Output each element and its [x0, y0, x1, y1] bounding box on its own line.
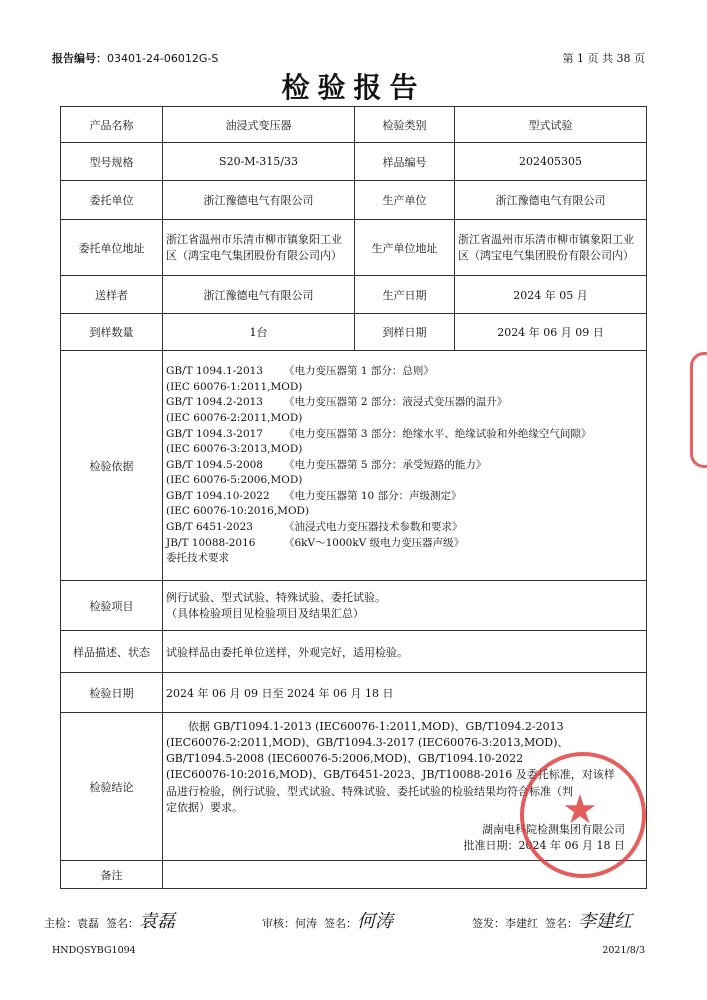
- items: 例行试验、型式试验、特殊试验、委托试验。 （具体检验项目见检验项目及结果汇总）: [163, 581, 647, 631]
- list-item: GB/T 1094.10-2022 《电力变压器第 10 部分：声级测定》: [166, 489, 462, 502]
- list-item: JB/T 10088-2016 《6kV～1000kV 级电力变压器声级》: [166, 536, 465, 549]
- conclusion-label: 检验结论: [61, 713, 163, 861]
- desc: 试验样品由委托单位送样，外观完好，适用检验。: [163, 631, 647, 673]
- product-name-label: 产品名称: [61, 107, 163, 143]
- page-info: 第 1 页 共 38 页: [562, 52, 645, 65]
- approver: 签发：李建红 签名：李建红: [472, 911, 632, 932]
- sender-label: 送样者: [61, 276, 163, 314]
- table-row: [61, 181, 647, 220]
- list-item: (IEC 60076-5:2006,MOD): [166, 474, 303, 487]
- date-label: 检验日期: [61, 673, 163, 713]
- report-number: 报告编号：03401-24-06012G-S: [52, 52, 219, 65]
- qty: 1台: [163, 314, 355, 351]
- inspection-type-label: 检验类别: [355, 107, 455, 143]
- table-row: [61, 351, 647, 581]
- sample-no: 202405305: [455, 143, 647, 181]
- remark-label: 备注: [61, 861, 163, 889]
- prod-date-label: 生产日期: [355, 276, 455, 314]
- client-label: 委托单位: [61, 181, 163, 220]
- sample-no-label: 样品编号: [355, 143, 455, 181]
- list-item: (IEC 60076-1:2011,MOD): [166, 380, 303, 393]
- prod-date: 2024 年 05 月: [455, 276, 647, 314]
- list-item: GB/T 1094.1-2013 《电力变压器第 1 部分：总则》: [166, 365, 434, 378]
- form-number: HNDQSYBG1094: [52, 945, 136, 956]
- list-item: 委托技术要求: [166, 552, 229, 565]
- qty-label: 到样数量: [61, 314, 163, 351]
- manu-addr: 浙江省温州市乐清市柳市镇象阳工业区（鸿宝电气集团股份有限公司内）: [455, 220, 647, 276]
- main-inspector: 主检：袁磊 签名：袁磊: [44, 911, 175, 932]
- manufacturer: 浙江豫德电气有限公司: [455, 181, 647, 220]
- arrival: 2024 年 06 月 09 日: [455, 314, 647, 351]
- reviewer: 审核：何涛 签名：何涛: [262, 911, 393, 932]
- list-item: (IEC 60076-10:2016,MOD): [166, 505, 310, 518]
- star-icon: ★: [562, 787, 598, 833]
- model: S20-M-315/33: [163, 143, 355, 181]
- table-row: [61, 143, 647, 181]
- list-item: GB/T 6451-2023 《油浸式电力变压器技术参数和要求》: [166, 521, 463, 534]
- page-title: 检验报告: [281, 71, 426, 104]
- review-signature: 何涛: [357, 911, 393, 932]
- list-item: (IEC 60076-2:2011,MOD): [166, 411, 303, 424]
- table-row: [61, 581, 647, 631]
- table-row: [61, 673, 647, 713]
- main-signature: 袁磊: [139, 911, 175, 932]
- list-item: GB/T 1094.3-2017 《电力变压器第 3 部分：绝缘水平、绝缘试验和外绝缘空气间隙》: [166, 427, 592, 440]
- client: 浙江豫德电气有限公司: [163, 181, 355, 220]
- manu-addr-label: 生产单位地址: [355, 220, 455, 276]
- inspection-date: 2024 年 06 月 09 日至 2024 年 06 月 18 日: [163, 673, 647, 713]
- inspection-type: 型式试验: [455, 107, 647, 143]
- form-date: 2021/8/3: [602, 945, 645, 956]
- table-row: [61, 314, 647, 351]
- side-seal: [690, 352, 707, 468]
- official-seal: [520, 752, 646, 878]
- client-addr: 浙江省温州市乐清市柳市镇象阳工业区（鸿宝电气集团股份有限公司内）: [163, 220, 355, 276]
- list-item: GB/T 1094.5-2008 《电力变压器第 5 部分：承受短路的能力》: [166, 458, 487, 471]
- approve-signature: 李建红: [578, 911, 632, 932]
- table-row: [61, 276, 647, 314]
- arrival-label: 到样日期: [355, 314, 455, 351]
- list-item: GB/T 1094.2-2013 《电力变压器第 2 部分：液浸式变压器的温升》: [166, 396, 508, 409]
- sender: 浙江豫德电气有限公司: [163, 276, 355, 314]
- conclusion: 依据 GB/T1094.1-2013 (IEC60076-1:2011,MOD)、GB/T1094.2-2013 (IEC60076-2:2011,MOD)、GB/T1094.3-2017 (IEC60076-3:2013,MOD)、 GB/T1094.5-2008 (IEC60076-5:2006,MOD)、GB/T1094.10-2022 (IEC60076-10:2016,MOD)、GB/T6451-2023、JB/T10088-2016 及委托标准，对该样 品进行检验，例行试验、型式试验、特殊试验、委托试验的检验结果均符合标准（判 定依据）要求。 湖南电科院检测集团有限公司 批准日期：2024 年 06 月 18 日: [163, 713, 647, 861]
- conclusion-approve-date: 批准日期：2024 年 06 月 18 日: [463, 839, 625, 853]
- basis-list: [163, 351, 647, 581]
- product-name: 油浸式变压器: [163, 107, 355, 143]
- conclusion-org: 湖南电科院检测集团有限公司: [482, 822, 625, 836]
- basis-label: 检验依据: [61, 351, 163, 581]
- model-label: 型号规格: [61, 143, 163, 181]
- table-row: [61, 220, 647, 276]
- client-addr-label: 委托单位地址: [61, 220, 163, 276]
- table-row: [61, 107, 647, 143]
- manufacturer-label: 生产单位: [355, 181, 455, 220]
- items-label: 检验项目: [61, 581, 163, 631]
- table-row: [61, 631, 647, 673]
- desc-label: 样品描述、状态: [61, 631, 163, 673]
- list-item: (IEC 60076-3:2013,MOD): [166, 443, 303, 456]
